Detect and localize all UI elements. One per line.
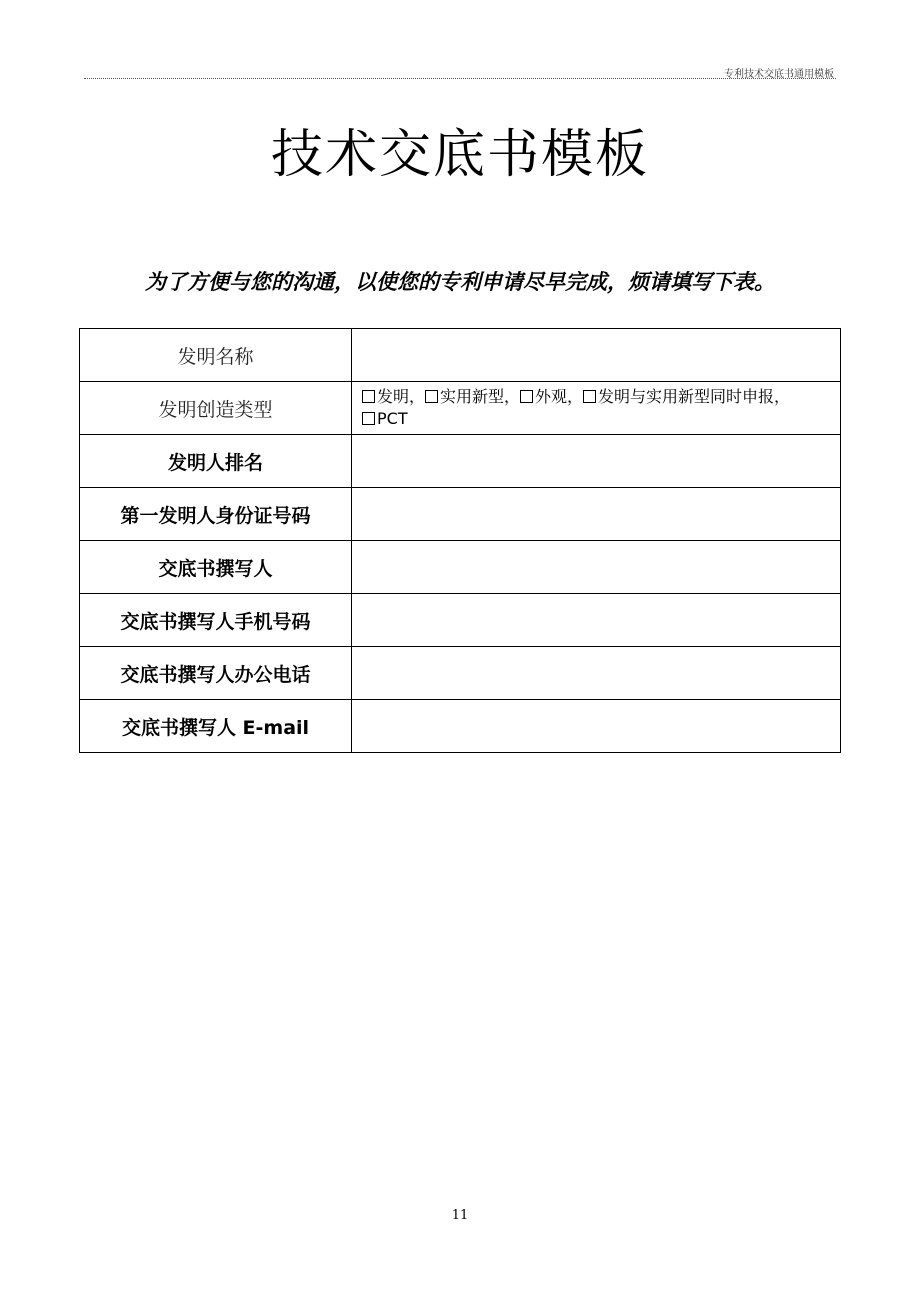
option-invention-and-utility-label: 发明与实用新型同时申报， — [598, 387, 791, 406]
invention-name-value[interactable] — [352, 329, 841, 382]
inventor-ranking-value[interactable] — [352, 435, 841, 488]
writer-office-phone-label: 交底书撰写人办公电话 — [80, 647, 352, 700]
table-row — [80, 329, 841, 382]
first-inventor-id-value[interactable] — [352, 488, 841, 541]
table-row — [80, 488, 841, 541]
checkbox-utility-model[interactable] — [425, 390, 438, 403]
writer-label: 交底书撰写人 — [80, 541, 352, 594]
invention-type-label: 发明创造类型 — [80, 382, 352, 435]
table-row — [80, 382, 841, 435]
writer-mobile-value[interactable] — [352, 594, 841, 647]
checkbox-invention[interactable] — [362, 390, 375, 403]
writer-value[interactable] — [352, 541, 841, 594]
writer-email-value[interactable] — [352, 700, 841, 753]
disclosure-form-table — [79, 328, 841, 753]
option-pct-label: PCT — [377, 409, 408, 428]
header-divider — [84, 78, 836, 79]
table-row — [80, 435, 841, 488]
invention-type-options — [352, 382, 841, 435]
document-title: 技术交底书模板 — [270, 125, 649, 185]
table-row — [80, 594, 841, 647]
table-row — [80, 647, 841, 700]
option-utility-model-label: 实用新型， — [440, 387, 521, 406]
checkbox-invention-and-utility[interactable] — [583, 390, 596, 403]
running-header: 专利技术交底书通用模板 — [724, 69, 834, 80]
checkbox-pct[interactable] — [362, 412, 375, 425]
option-design-label: 外观， — [535, 387, 584, 406]
page-number: 11 — [451, 1208, 469, 1223]
first-inventor-id-label: 第一发明人身份证号码 — [80, 488, 352, 541]
table-row — [80, 541, 841, 594]
checkbox-design[interactable] — [520, 390, 533, 403]
invention-name-label: 发明名称 — [80, 329, 352, 382]
option-invention-label: 发明， — [377, 387, 426, 406]
inventor-ranking-label: 发明人排名 — [80, 435, 352, 488]
writer-email-label: 交底书撰写人 E-mail — [80, 700, 352, 753]
table-row — [80, 700, 841, 753]
writer-mobile-label: 交底书撰写人手机号码 — [80, 594, 352, 647]
intro-text: 为了方便与您的沟通，以使您的专利申请尽早完成，烦请填写下表。 — [145, 269, 775, 294]
writer-office-phone-value[interactable] — [352, 647, 841, 700]
